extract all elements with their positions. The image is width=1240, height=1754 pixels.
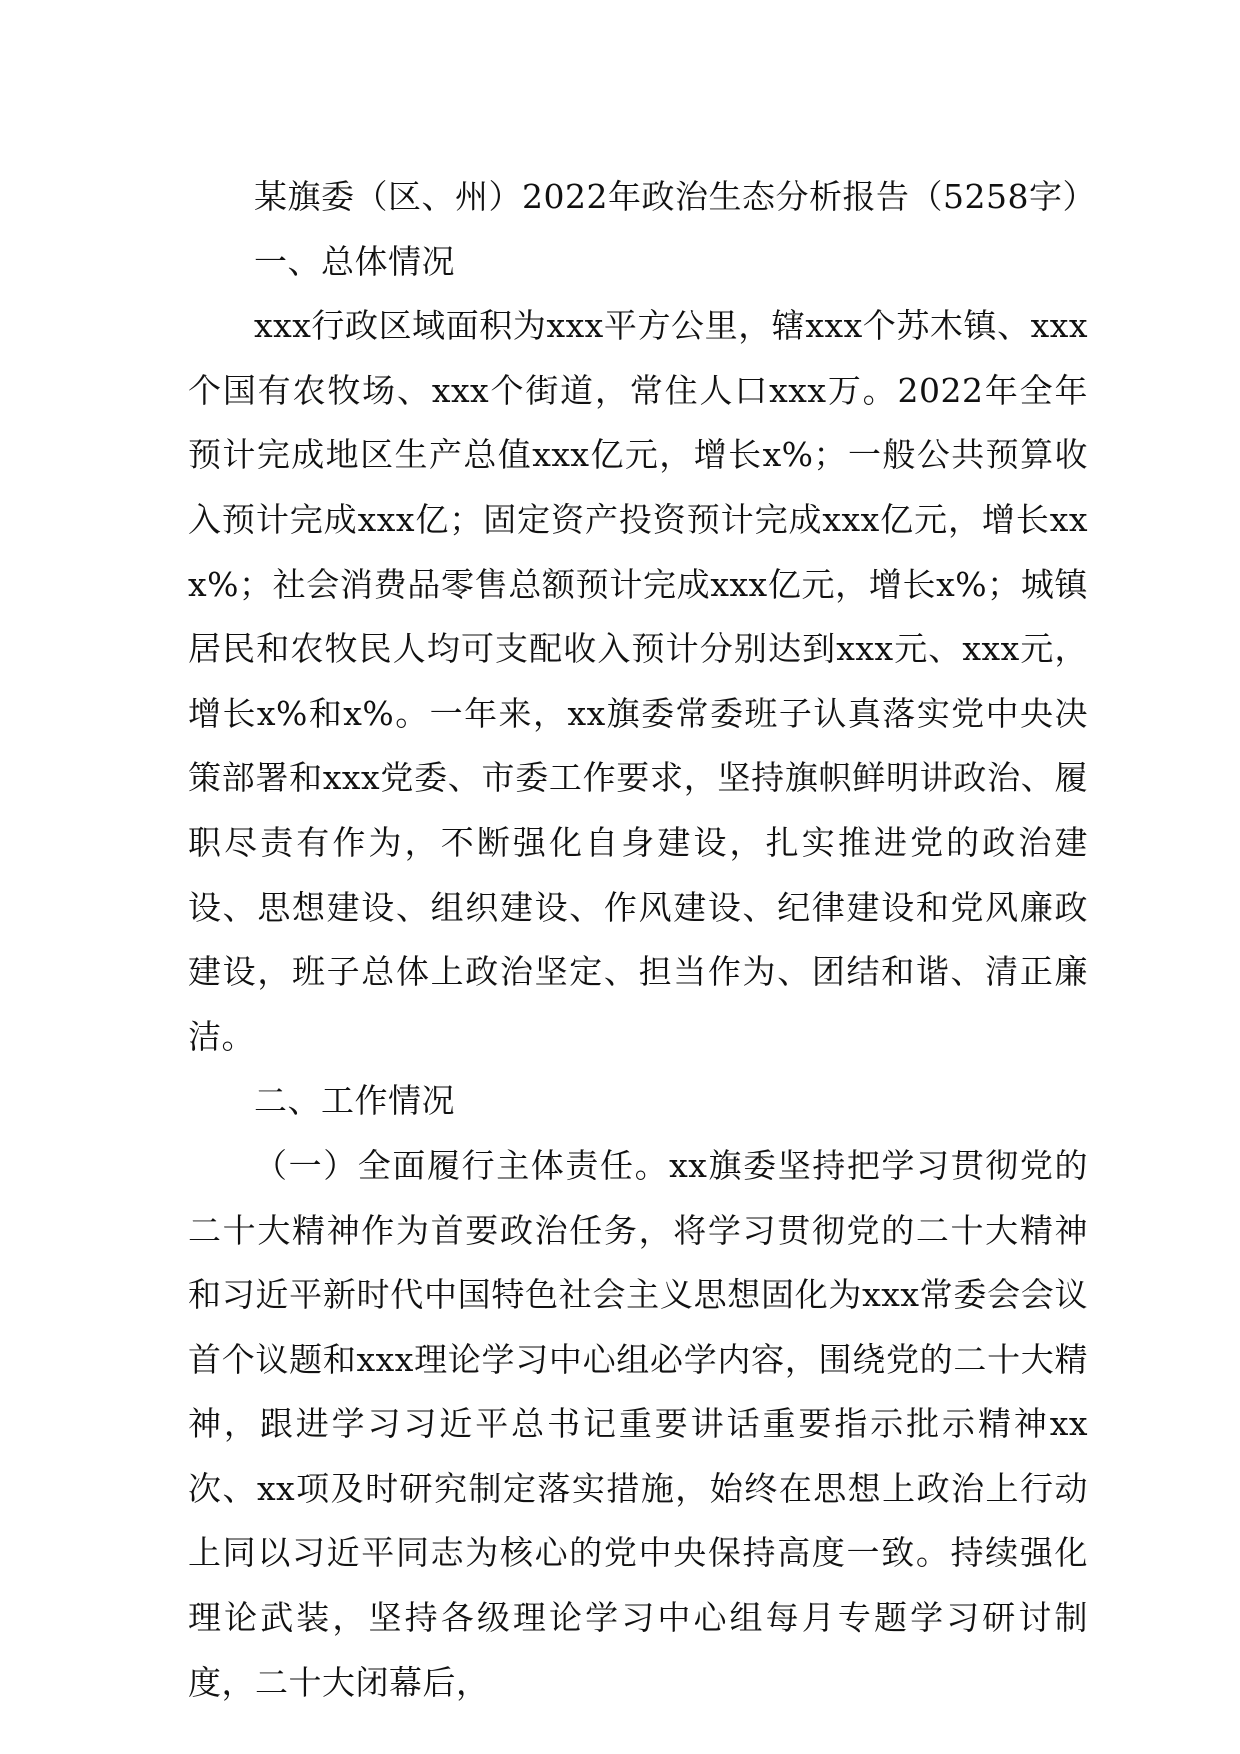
document-body xyxy=(188,165,1096,1715)
section-heading-overview: 一、总体情况 xyxy=(254,241,455,281)
document-title: 某旗委（区、州）2022年政治生态分析报告（5258字） xyxy=(254,177,1096,216)
section-heading-work: 二、工作情况 xyxy=(254,1081,455,1121)
paragraph-main-responsibility: （一）全面履行主体责任。xx旗委坚持把学习贯彻党的二十大精神作为首要政治任务，将学习贯彻党的二十大精神和习近平新时代中国特色社会主义思想固化为xxx常委会会议首个议题和xxx理论学习中心组必学内容，围绕党的二十大精神，跟进学习习近平总书记重要讲话重要指示批示精神xx次、xx项及时研究制定落实措施，始终在思想上政治上行动上同以习近平同志为核心的党中央保持高度一致。持续强化理论武装，坚持各级理论学习中心组每月专题学习研讨制度，二十大闭幕后， xyxy=(188,1145,1088,1702)
paragraph-overview: xxx行政区域面积为xxx平方公里，辖xxx个苏木镇、xxx个国有农牧场、xxx个街道，常住人口xxx万。2022年全年预计完成地区生产总值xxx亿元，增长x%；一般公共预算收入预计完成xxx亿；固定资产投资预计完成xxx亿元，增长xxx%；社会消费品零售总额预计完成xxx亿元，增长x%；城镇居民和农牧民人均可支配收入预计分别达到xxx元、xxx元，增长x%和x%。一年来，xx旗委常委班子认真落实党中央决策部署和xxx党委、市委工作要求，坚持旗帜鲜明讲政治、履职尽责有作为，不断强化自身建设，扎实推进党的政治建设、思想建设、组织建设、作风建设、纪律建设和党风廉政建设，班子总体上政治坚定、担当作为、团结和谐、清正廉洁。 xyxy=(188,306,1088,1056)
